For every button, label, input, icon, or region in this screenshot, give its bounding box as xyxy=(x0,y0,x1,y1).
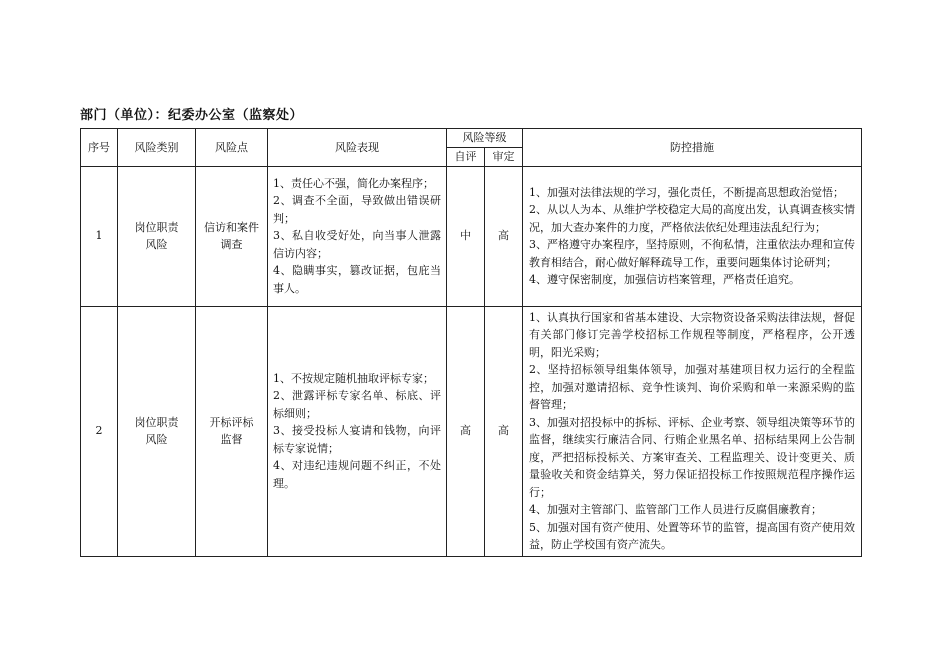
manifestation-item: 3、接受投标人宴请和钱物，向评标专家说情； xyxy=(273,424,441,455)
manifestation-item: 2、泄露评标专家名单、标底、评标细则； xyxy=(273,389,441,420)
row-point xyxy=(196,166,268,306)
measure-item: 4、遵守保密制度，加强信访档案管理，严格责任追究。 xyxy=(529,273,800,286)
row-no: 1 xyxy=(81,166,118,306)
header-level: 风险等级 xyxy=(447,129,523,148)
measure-item: 3、加强对招投标中的拆标、评标、企业考察、领导组决策等环节的监督，继续实行廉洁合同、行贿企业黑名单、招标结果网上公告制度，严把招标投标关、方案审查关、工程监理关、设计变更关、质量验收关和资金结算关，努力保证招投标工作按照规范程序操作运行； xyxy=(529,415,855,499)
risk-table xyxy=(80,128,862,557)
page-title: 部门（单位）：纪委办公室（监察处） xyxy=(80,108,304,123)
row-self-eval: 中 xyxy=(447,166,485,306)
manifestation-item: 4、对违纪违规问题不纠正，不处理。 xyxy=(273,459,441,490)
row-manifestation xyxy=(268,166,447,306)
measure-item: 1、加强对法律法规的学习，强化责任，不断提高思想政治觉悟； xyxy=(529,185,844,199)
row-category-line: 岗位职责 xyxy=(134,415,179,429)
header-point: 风险点 xyxy=(196,129,268,167)
measure-item: 5、加强对国有资产使用、处置等环节的监管，提高国有资产使用效益，防止学校国有资产流失。 xyxy=(529,520,855,551)
row-measures xyxy=(523,166,862,306)
header-measures: 防控措施 xyxy=(523,129,862,167)
row-category xyxy=(118,306,196,556)
manifestation-item: 1、责任心不强，简化办案程序； xyxy=(273,176,434,190)
header-review: 审定 xyxy=(485,148,523,167)
row-category-line: 风险 xyxy=(145,238,168,251)
measure-item: 4、加强对主管部门、监管部门工作人员进行反腐倡廉教育； xyxy=(529,503,822,516)
header-self-eval: 自评 xyxy=(447,148,485,167)
header-category: 风险类别 xyxy=(118,129,196,167)
header-row xyxy=(81,129,862,148)
row-point-line: 调查 xyxy=(220,238,243,251)
header-manifestation: 风险表现 xyxy=(268,129,447,167)
row-self-eval: 高 xyxy=(447,306,485,556)
row-point-line: 开标评标 xyxy=(209,415,254,429)
manifestation-item: 1、不按规定随机抽取评标专家； xyxy=(273,371,434,385)
header-no: 序号 xyxy=(81,129,118,167)
manifestation-item: 4、隐瞒事实，篡改证据，包庇当事人。 xyxy=(273,264,441,295)
row-measures xyxy=(523,306,862,556)
row-review: 高 xyxy=(485,306,523,556)
measure-item: 2、从以人为本、从维护学校稳定大局的高度出发，认真调查核实情况，加大查办案件的力度，严格依法依纪处理违法乱纪行为； xyxy=(529,203,855,234)
row-point-line: 监督 xyxy=(220,433,243,446)
measure-item: 1、认真执行国家和省基本建设、大宗物资设备采购法律法规，督促有关部门修订完善学校招标工作规程等制度，严格程序，公开透明，阳光采购； xyxy=(529,310,855,359)
table-row xyxy=(81,166,862,306)
row-category-line: 岗位职责 xyxy=(134,220,179,234)
manifestation-item: 3、私自收受好处，向当事人泄露信访内容； xyxy=(273,229,441,260)
row-point-line: 信访和案件 xyxy=(204,220,259,234)
table-row xyxy=(81,306,862,556)
row-point xyxy=(196,306,268,556)
manifestation-item: 2、调查不全面，导致做出错误研判； xyxy=(273,194,441,225)
row-category xyxy=(118,166,196,306)
row-manifestation xyxy=(268,306,447,556)
row-no: 2 xyxy=(81,306,118,556)
row-review: 高 xyxy=(485,166,523,306)
measure-item: 3、严格遵守办案程序，坚持原则，不徇私情，注重依法办理和宣传教育相结合，耐心做好解释疏导工作，重要问题集体讨论研判； xyxy=(529,238,855,269)
row-category-line: 风险 xyxy=(145,433,168,446)
measure-item: 2、坚持招标领导组集体领导，加强对基建项目权力运行的全程监控，加强对邀请招标、竞争性谈判、询价采购和单一来源采购的监督管理； xyxy=(529,363,855,411)
